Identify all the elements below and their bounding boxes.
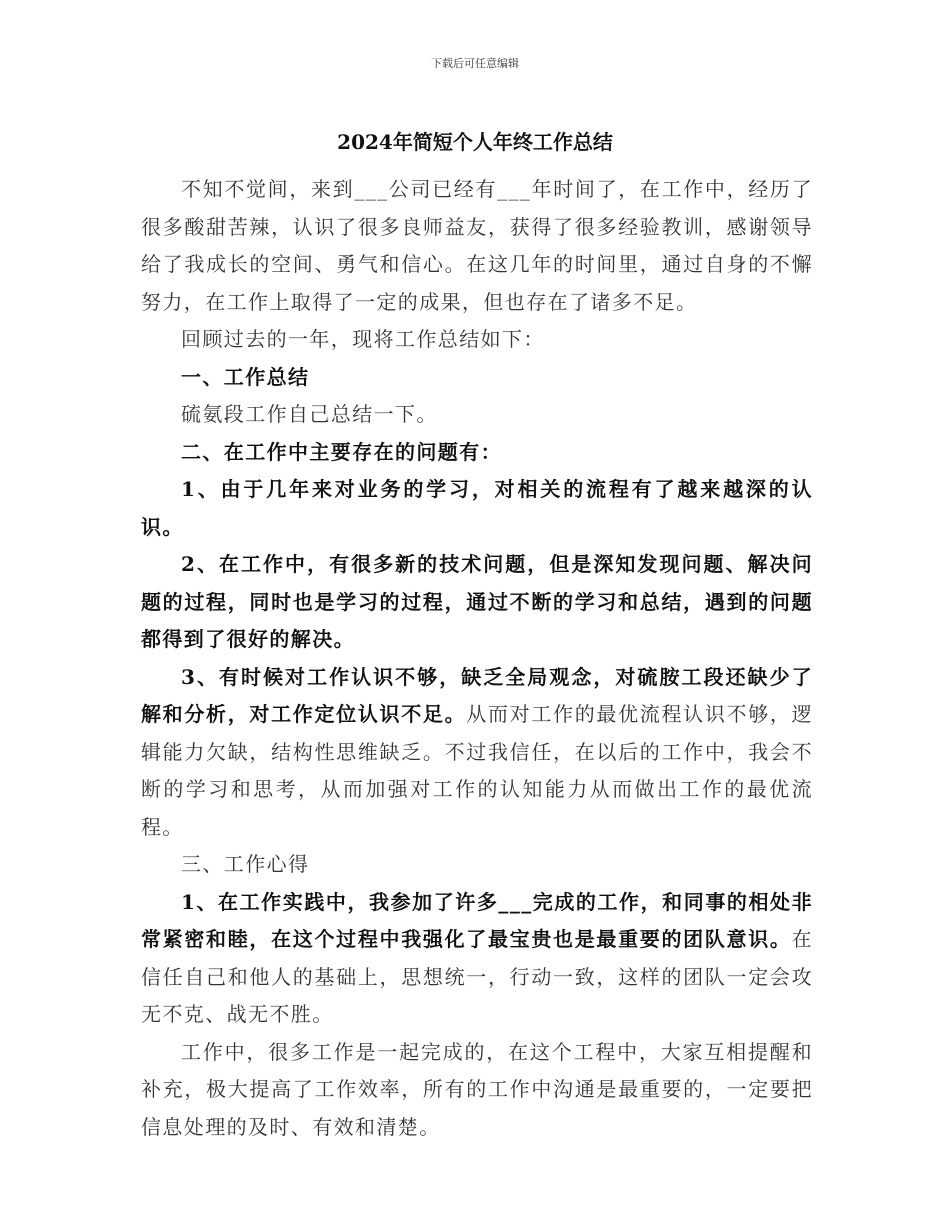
section-1-heading: 一、工作总结: [181, 364, 310, 389]
document-body: [141, 171, 813, 1146]
intro-paragraph: 不知不觉间，来到___公司已经有___年时间了，在工作中，经历了很多酸甜苦辣，认识了很多良师益友，获得了很多经验教训，感谢领导给了我成长的空间、勇气和信心。在这几年的时间里，通过自身的不懈努力，在工作上取得了一定的成果，但也存在了诸多不足。: [141, 177, 813, 314]
section-2-item-1: 1、由于几年来对业务的学习，对相关的流程有了越来越深的认识。: [141, 477, 813, 539]
section-3-item-1: [141, 884, 813, 1034]
section-3-paragraph-2: 工作中，很多工作是一起完成的，在这个工程中，大家互相提醒和补充，极大提高了工作效率，所有的工作中沟通是最重要的，一定要把信息处理的及时、有效和清楚。: [141, 1039, 813, 1139]
section-2-heading: 二、在工作中主要存在的问题有：: [181, 439, 502, 464]
section-2-item-3-bold: 3、有时候对工作认识不够，缺乏全局观念，对硫胺工段还缺少了解和分析，对工作定位认识不足。: [141, 664, 813, 726]
section-2-item-3-normal: 从而对工作的最优流程认识不够，逻辑能力欠缺，结构性思维缺乏。不过我信任，在以后的工作中，我会不断的学习和思考，从而加强对工作的认知能力从而做出工作的最优流程。: [141, 702, 813, 839]
document-title: 2024年简短个人年终工作总结: [337, 130, 613, 154]
review-paragraph: 回顾过去的一年，现将工作总结如下：: [181, 327, 545, 351]
section-3-item-1-normal: 在信任自己和他人的基础上，思想统一，行动一致，这样的团队一定会攻无不克、战无不胜。: [141, 927, 813, 1026]
section-3-heading: 三、工作心得: [181, 852, 310, 876]
page-header-note: 下载后可任意编辑: [431, 57, 519, 70]
section-2-item-3: [141, 659, 813, 847]
section-1-text: 硫氨段工作自己总结一下。: [181, 402, 438, 426]
section-3-item-1-bold: 1、在工作实践中，我参加了许多___完成的工作，和同事的相处非常紧密和睦，在这个过程中我强化了最宝贵也是最重要的团队意识。: [141, 889, 813, 951]
section-2-item-2: 2、在工作中，有很多新的技术问题，但是深知发现问题、解决问题的过程，同时也是学习的过程，通过不断的学习和总结，遇到的问题都得到了很好的解决。: [141, 552, 813, 651]
